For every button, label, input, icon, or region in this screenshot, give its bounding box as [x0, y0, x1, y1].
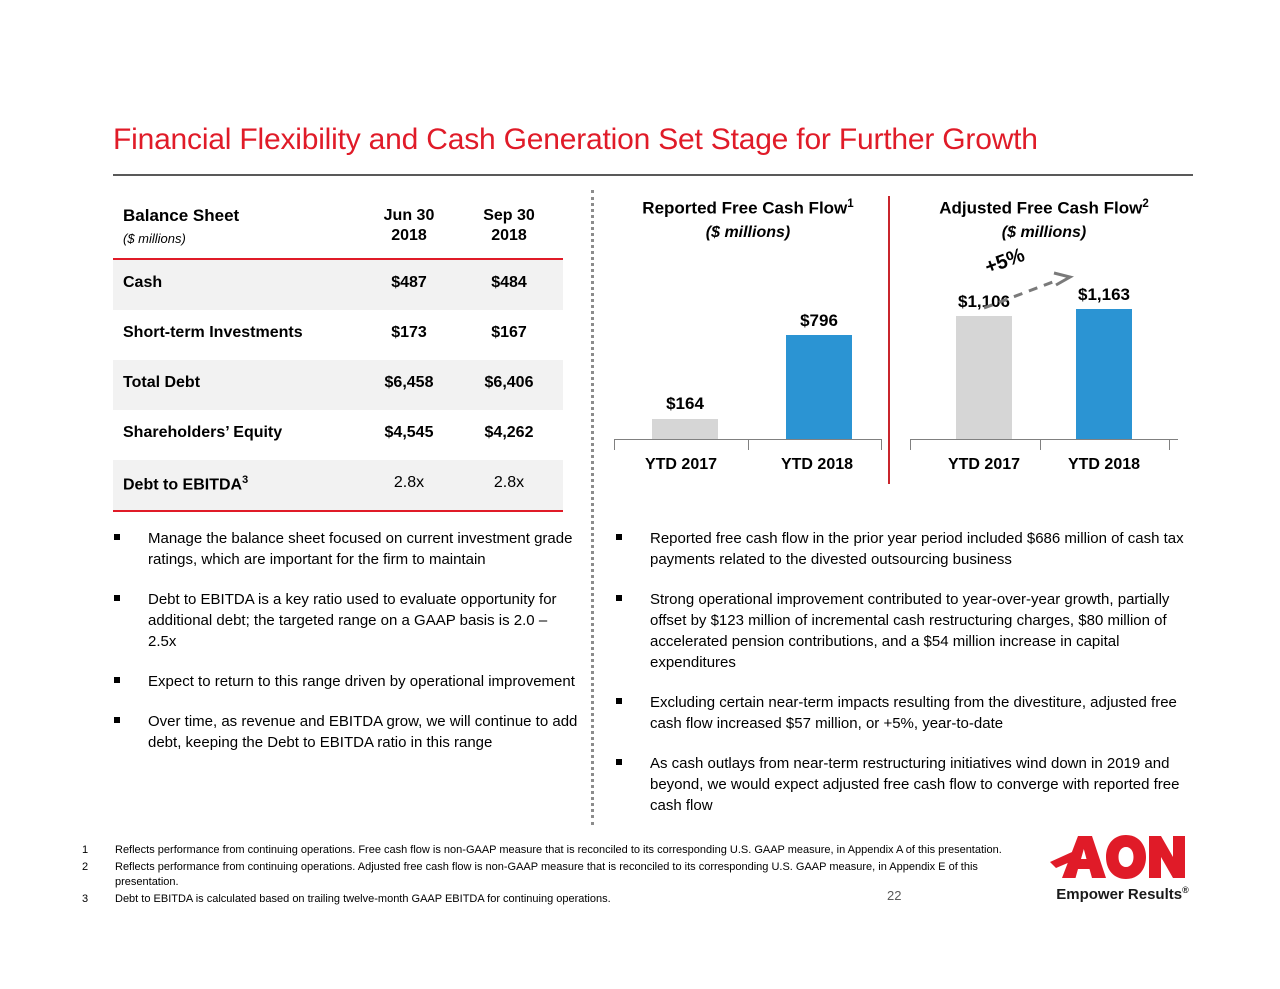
- balance-sheet-units: ($ millions): [123, 231, 186, 246]
- list-item-text: Reported free cash flow in the prior year period included $686 million of cash tax payments related to the divested outsourcing business: [650, 530, 1184, 568]
- chart-reported-free-cash-flow: [604, 198, 892, 498]
- chart-title-reported-text: Reported Free Cash Flow: [642, 198, 848, 218]
- chart-axis-adjusted: [910, 439, 1178, 440]
- column-header-sep30-line2: 2018: [491, 227, 527, 244]
- footnote-ref-1: 1: [847, 198, 854, 210]
- page-number: 22: [887, 888, 902, 903]
- footnote-2-number: 2: [82, 860, 89, 873]
- column-header-jun30-line2: 2018: [391, 227, 427, 244]
- column-header-sep30-line1: Sep 30: [483, 207, 535, 224]
- row-value-sti-sep: $167: [491, 324, 527, 341]
- bar-value-label-ytd-2017-adjusted: $1,106: [958, 292, 1010, 311]
- footnote-ref-3: 3: [242, 474, 249, 486]
- category-label-ytd-2017-reported: YTD 2017: [644, 456, 718, 473]
- chart-adjusted-free-cash-flow: [900, 198, 1188, 498]
- list-item: [610, 589, 1200, 673]
- table-row: [113, 260, 563, 310]
- row-label-debt-to-ebitda: [123, 474, 248, 494]
- bullet-marker-icon: [616, 534, 622, 540]
- aon-logo: [1040, 832, 1205, 914]
- bullet-marker-icon: [616, 759, 622, 765]
- aon-tagline-text: Empower Results: [1056, 886, 1183, 903]
- growth-percentage-label: +5%: [982, 244, 1028, 279]
- row-value-sti-jun: $173: [391, 324, 427, 341]
- chart-plot-area-reported: [614, 254, 882, 498]
- list-item-text: Debt to EBITDA is a key ratio used to evaluate opportunity for additional debt; the targeted range on a GAAP basis is 2.0 – 2.5x: [148, 591, 557, 650]
- footnote-3-number: 3: [82, 892, 89, 905]
- row-value-debt-ebitda-sep: 2.8x: [493, 474, 525, 491]
- bullet-marker-icon: [114, 595, 120, 601]
- chart-title-reported: [604, 198, 892, 219]
- row-value-total-debt-jun: $6,458: [384, 374, 434, 391]
- title-underline: [113, 174, 1193, 176]
- footnote-1: [82, 843, 1032, 859]
- list-item-text: Strong operational improvement contributed to year-over-year growth, partially offset by $123 million of incremental cash restructuring charges, $80 million of accelerated pension contributions, and a $54 million increase in capital expenditures: [650, 591, 1170, 671]
- row-value-equity-jun: $4,545: [384, 424, 434, 441]
- bar-ytd-2018-adjusted: [1076, 309, 1132, 440]
- chart-title-adjusted: [900, 198, 1188, 219]
- column-header-jun30: [365, 206, 453, 246]
- table-bottom-rule: [113, 510, 563, 512]
- chart-units-adjusted: ($ millions): [1001, 224, 1087, 241]
- bullet-marker-icon: [114, 534, 120, 540]
- axis-tick-right-adjusted: [1169, 440, 1170, 450]
- column-header-jun30-line1: Jun 30: [383, 207, 435, 224]
- row-value-cash-sep: $484: [491, 274, 527, 291]
- bullet-list-right: [610, 528, 1200, 835]
- list-item: [108, 528, 578, 570]
- row-value-equity-sep: $4,262: [484, 424, 534, 441]
- footnote-2-text: Reflects performance from continuing operations. Adjusted free cash flow is non-GAAP measure that is reconciled to its corresponding U.S. GAAP measure, in Appendix E of this presentation.: [115, 860, 978, 888]
- footnote-1-text: Reflects performance from continuing operations. Free cash flow is non-GAAP measure that is reconciled to its corresponding U.S. GAAP measure, in Appendix A of this presentation.: [115, 844, 1002, 856]
- row-value-cash-jun: $487: [391, 274, 427, 291]
- aon-tagline: [1040, 885, 1205, 903]
- row-value-debt-ebitda-jun: 2.8x: [393, 474, 425, 491]
- bullet-list-left: [108, 528, 578, 772]
- list-item-text: Over time, as revenue and EBITDA grow, we will continue to add debt, keeping the Debt to EBITDA ratio in this range: [148, 713, 578, 751]
- bar-value-label-ytd-2018-reported: $796: [800, 311, 838, 330]
- column-header-sep30: [465, 206, 553, 246]
- page-title: Financial Flexibility and Cash Generation Set Stage for Further Growth: [113, 123, 1038, 156]
- row-value-total-debt-sep: $6,406: [484, 374, 534, 391]
- list-item: [108, 671, 578, 692]
- table-row: [113, 310, 563, 360]
- balance-sheet-table: [113, 200, 563, 512]
- list-item-text: As cash outlays from near-term restructuring initiatives wind down in 2019 and beyond, we would expect adjusted free cash flow to converge with reported free cash flow: [650, 755, 1180, 814]
- footnote-2: [82, 860, 1032, 891]
- list-item: [108, 711, 578, 753]
- balance-sheet-title: Balance Sheet: [123, 206, 240, 225]
- footnote-1-number: 1: [82, 844, 89, 856]
- list-item: [610, 753, 1200, 816]
- column-divider: [591, 190, 594, 825]
- list-item: [610, 692, 1200, 734]
- bar-ytd-2018-reported: [786, 335, 852, 440]
- registered-mark-icon: ®: [1182, 885, 1189, 895]
- category-label-ytd-2018-adjusted: YTD 2018: [1067, 456, 1141, 473]
- bar-ytd-2017-reported: [652, 419, 718, 440]
- chart-title-adjusted-text: Adjusted Free Cash Flow: [939, 198, 1143, 218]
- axis-tick-left-adjusted: [910, 440, 911, 450]
- bullet-marker-icon: [616, 698, 622, 704]
- footnote-3-text: Debt to EBITDA is calculated based on trailing twelve-month GAAP EBITDA for continuing operations.: [115, 892, 611, 905]
- list-item-text: Expect to return to this range driven by operational improvement: [148, 673, 575, 690]
- bar-value-label-ytd-2018-adjusted: $1,163: [1078, 285, 1130, 304]
- table-header-row: [113, 200, 563, 258]
- growth-arrow-icon: [980, 252, 1100, 314]
- row-label-shareholders-equity: Shareholders’ Equity: [123, 424, 283, 441]
- table-row: [113, 460, 563, 510]
- chart-units-reported: ($ millions): [705, 224, 791, 241]
- list-item-text: Manage the balance sheet focused on current investment grade ratings, which are important for the firm to maintain: [148, 530, 573, 568]
- category-label-ytd-2018-reported: YTD 2018: [780, 456, 854, 473]
- list-item: [108, 589, 578, 652]
- axis-tick-right-reported: [881, 440, 882, 450]
- axis-tick-mid-reported: [748, 440, 749, 450]
- footnote-ref-2: 2: [1142, 198, 1149, 210]
- list-item: [610, 528, 1200, 570]
- category-label-ytd-2017-adjusted: YTD 2017: [947, 456, 1021, 473]
- bullet-marker-icon: [114, 717, 120, 723]
- aon-wordmark-icon: [1048, 832, 1198, 882]
- bullet-marker-icon: [114, 677, 120, 683]
- row-label-short-term-investments: Short-term Investments: [123, 324, 303, 341]
- bar-ytd-2017-adjusted: [956, 316, 1012, 440]
- row-label-total-debt: Total Debt: [123, 374, 201, 391]
- axis-tick-mid-adjusted: [1040, 440, 1041, 450]
- row-label-cash: Cash: [123, 274, 163, 291]
- axis-tick-left-reported: [614, 440, 615, 450]
- chart-separator-line: [888, 196, 890, 484]
- list-item-text: Excluding certain near-term impacts resulting from the divestiture, adjusted free cash flow increased $57 million, or +5%, year-to-date: [650, 694, 1177, 732]
- row-label-debt-to-ebitda-text: Debt to EBITDA: [123, 476, 243, 494]
- bullet-marker-icon: [616, 595, 622, 601]
- table-row: [113, 360, 563, 410]
- growth-annotation: [980, 244, 1100, 314]
- bar-value-label-ytd-2017-reported: $164: [666, 394, 704, 413]
- table-row: [113, 410, 563, 460]
